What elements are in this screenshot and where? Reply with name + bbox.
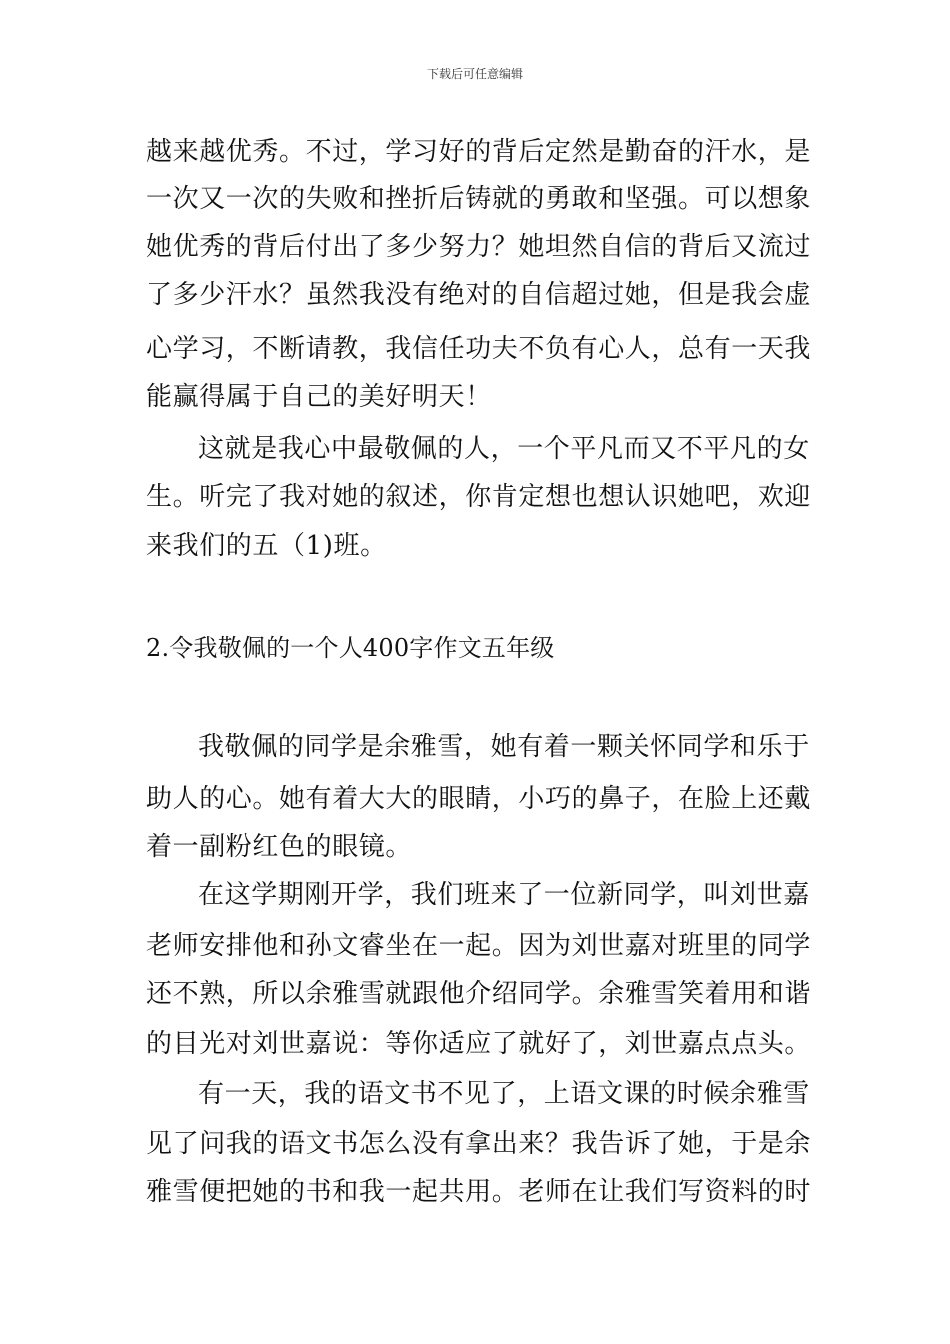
text-line: 雅雪便把她的书和我一起共用。老师在让我们写资料的时 xyxy=(146,1177,812,1207)
text-line: 老师安排他和孙文睿坐在一起。因为刘世嘉对班里的同学 xyxy=(146,931,812,961)
text-line: 她优秀的背后付出了多少努力？她坦然自信的背后又流过 xyxy=(146,232,812,262)
text-line: 一次又一次的失败和挫折后铸就的勇敢和坚强。可以想象 xyxy=(146,184,812,214)
text-line: 越来越优秀。不过，学习好的背后定然是勤奋的汗水，是 xyxy=(146,137,812,167)
text-line: 了多少汗水？虽然我没有绝对的自信超过她，但是我会虚 xyxy=(146,280,812,310)
page-header-note: 下载后可任意编辑 xyxy=(426,67,523,81)
text-line: 着一副粉红色的眼镜。 xyxy=(146,832,413,862)
text-line: 这就是我心中最敬佩的人，一个平凡而又不平凡的女 xyxy=(198,434,810,464)
text-line: 在这学期刚开学，我们班来了一位新同学，叫刘世嘉 xyxy=(198,880,810,910)
text-line: 我敬佩的同学是余雅雪，她有着一颗关怀同学和乐于 xyxy=(198,732,810,762)
text-line: 生。听完了我对她的叙述，你肯定想也想认识她吧，欢迎 xyxy=(146,482,812,512)
text-line: 还不熟，所以余雅雪就跟他介绍同学。余雅雪笑着用和谐 xyxy=(146,979,812,1009)
section-heading: 2.令我敬佩的一个人400字作文五年级 xyxy=(146,634,555,662)
text-line: 的目光对刘世嘉说：等你适应了就好了，刘世嘉点点头。 xyxy=(146,1029,812,1059)
text-line: 能赢得属于自己的美好明天！ xyxy=(146,382,492,412)
text-line: 心学习，不断请教，我信任功夫不负有心人，总有一天我 xyxy=(146,334,812,364)
text-line: 见了问我的语文书怎么没有拿出来？我告诉了她，于是余 xyxy=(146,1129,812,1159)
text-line: 来我们的五（1)班。 xyxy=(146,531,387,561)
text-line: 助人的心。她有着大大的眼睛，小巧的鼻子，在脸上还戴 xyxy=(146,784,812,814)
text-line: 有一天，我的语文书不见了，上语文课的时候余雅雪 xyxy=(198,1079,810,1109)
